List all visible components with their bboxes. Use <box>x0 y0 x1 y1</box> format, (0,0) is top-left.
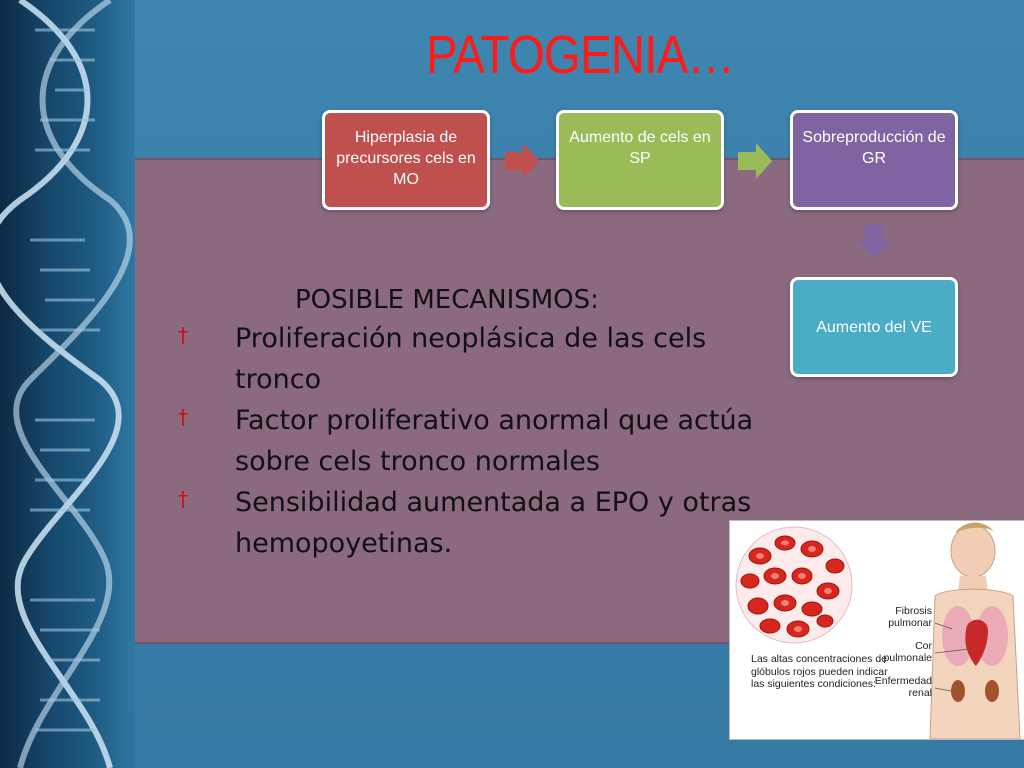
dna-decoration <box>0 0 135 768</box>
flow-box-aumento-sp: Aumento de cels en SP <box>556 110 724 210</box>
mechanism-item <box>160 400 760 482</box>
mechanism-text: Proliferación neoplásica de las cels tronco <box>235 323 707 395</box>
mechanisms-list <box>160 282 760 564</box>
arrow-right-icon <box>505 143 539 179</box>
dagger-bullet-icon: † <box>178 323 188 347</box>
label-enfermedad-renal: Enfermedad renal <box>874 675 932 699</box>
flow-box-sobreproduccion: Sobreproducción de GR <box>790 110 958 210</box>
figure-note: Las altas concentraciones de glóbulos rojos pueden indicar las siguientes condiciones: <box>751 653 888 690</box>
blood-and-body-illustration <box>730 521 1024 739</box>
arrow-right-icon <box>738 143 772 179</box>
flow-box-hiperplasia: Hiperplasia de precursores cels en MO <box>322 110 490 210</box>
label-fibrosis: Fibrosis pulmonar <box>888 605 932 629</box>
label-cor-pulmonale: Cor pulmonale <box>883 640 932 664</box>
medical-illustration <box>729 520 1024 740</box>
mechanism-item <box>160 482 760 564</box>
slide-title: PATOGENIA… <box>425 25 735 85</box>
flow-box-aumento-ve: Aumento del VE <box>790 277 958 377</box>
dna-helix-image <box>0 0 135 768</box>
arrow-down-icon <box>856 224 892 258</box>
mechanisms-heading: POSIBLE MECANISMOS: <box>295 285 599 315</box>
mechanism-text: Sensibilidad aumentada a EPO y otras hemopoyetinas. <box>235 487 752 559</box>
dagger-bullet-icon: † <box>178 405 188 429</box>
mechanism-text: Factor proliferativo anormal que actúa sobre cels tronco normales <box>235 405 754 477</box>
mechanism-item <box>160 318 760 400</box>
dagger-bullet-icon: † <box>178 487 188 511</box>
